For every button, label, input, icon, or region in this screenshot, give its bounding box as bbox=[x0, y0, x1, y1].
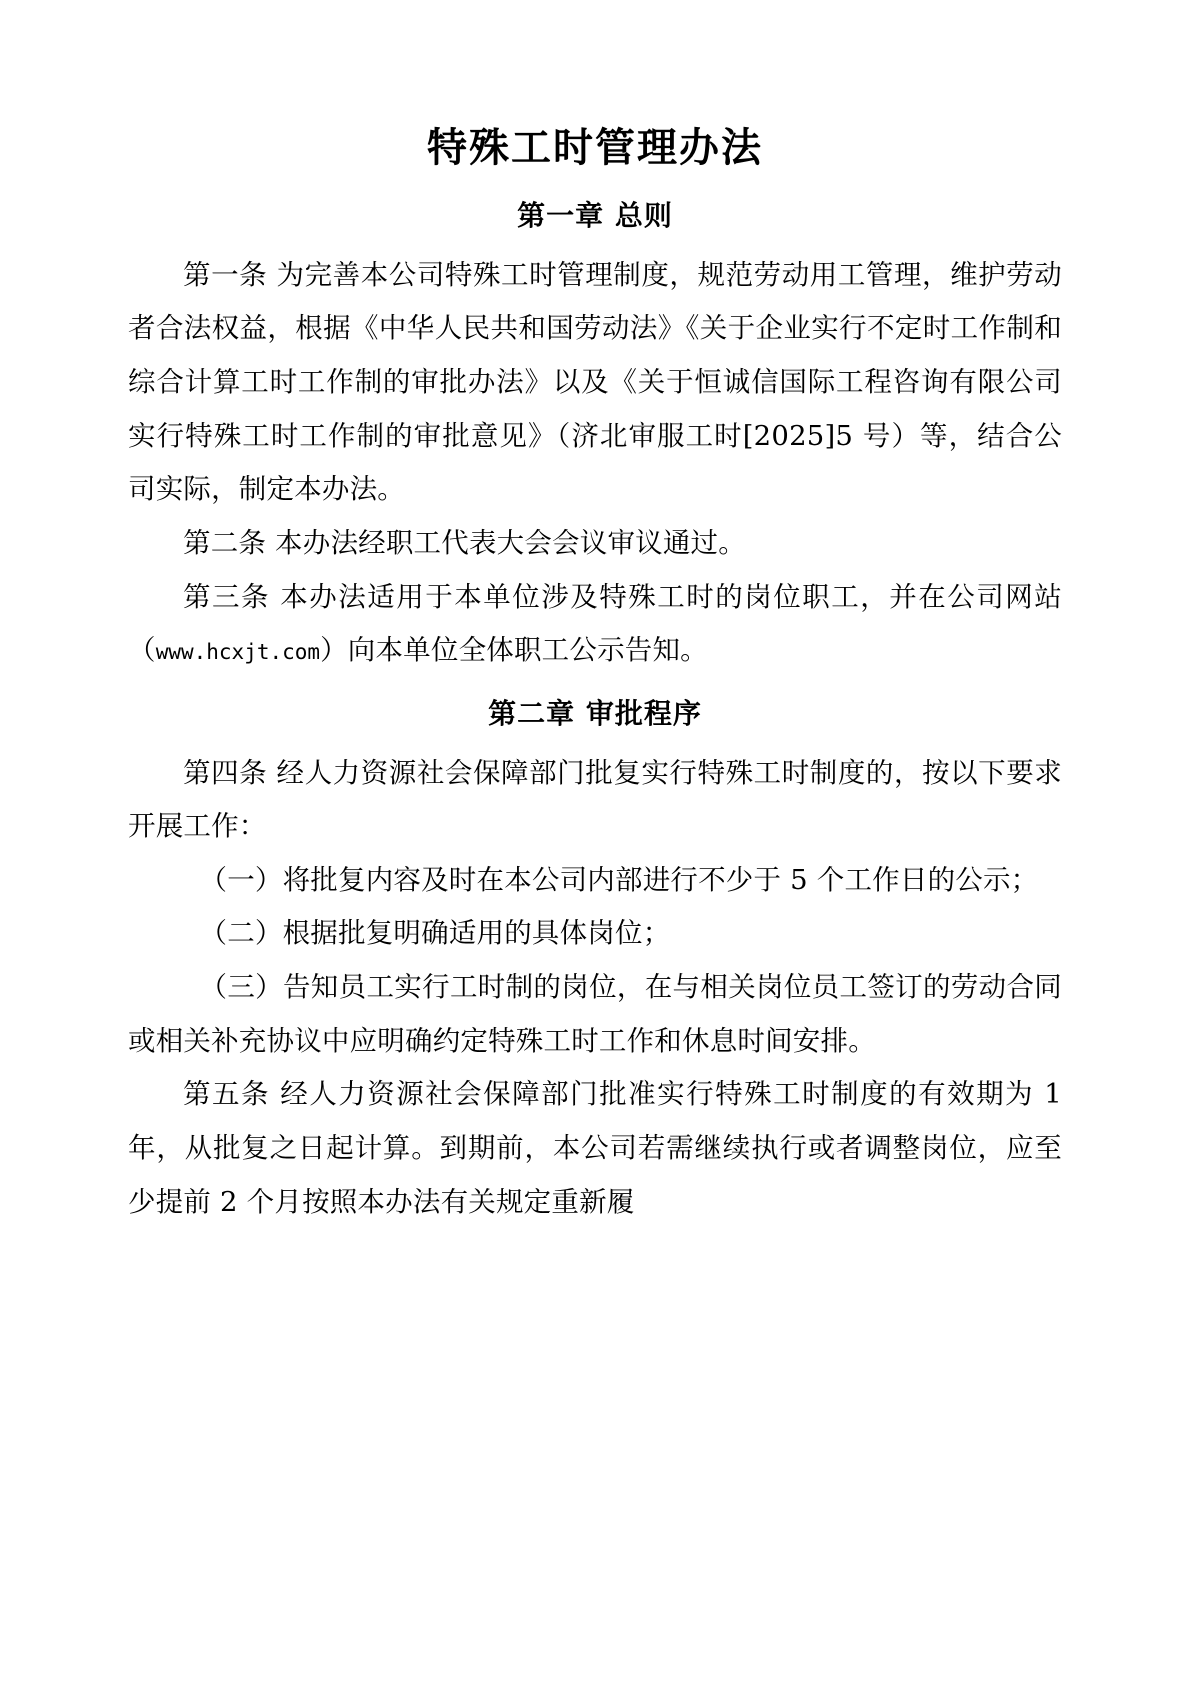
article-5-paragraph: 第五条 经人力资源社会保障部门批准实行特殊工时制度的有效期为 1 年，从批复之日起计算。到期前，本公司若需继续执行或者调整岗位，应至少提前 2 个月按照本办法有关规定重新履 bbox=[128, 1078, 1062, 1218]
article-2-paragraph: 第二条 本办法经职工代表大会会议审议通过。 bbox=[183, 526, 746, 559]
article-4-item-2: （二）根据批复明确适用的具体岗位； bbox=[199, 917, 671, 950]
chapter-heading-two: 第二章 审批程序 bbox=[488, 696, 702, 730]
article-3-text-after: ）向本单位全体职工公示告知。 bbox=[320, 634, 708, 667]
article-3-paragraph bbox=[128, 571, 1062, 678]
article-3-text-before: 第三条 本办法适用于本单位涉及特殊工时的岗位职工，并在公司网站（ bbox=[128, 580, 1062, 667]
chapter-heading-one: 第一章 总则 bbox=[517, 199, 673, 232]
article-4-item-3: （三）告知员工实行工时制的岗位，在与相关岗位员工签订的劳动合同或相关补充协议中应明确约定特殊工时工作和休息时间安排。 bbox=[128, 971, 1062, 1057]
article-4-item-1: （一）将批复内容及时在本公司内部进行不少于 5 个工作日的公示； bbox=[199, 863, 1039, 896]
article-1-paragraph: 第一条 为完善本公司特殊工时管理制度，规范劳动用工管理，维护劳动者合法权益，根据《中华人民共和国劳动法》《关于企业实行不定时工作制和综合计算工时工作制的审批办法》以及《关于恒诚信国际工程咨询有限公司实行特殊工时工作制的审批意见》（济北审服工时[2025]5 号）等，结合公司实际，制定本办法。 bbox=[128, 258, 1062, 506]
page-title: 特殊工时管理办法 bbox=[427, 124, 763, 171]
company-website-url: www.hcxjt.com bbox=[155, 640, 321, 665]
article-4-paragraph: 第四条 经人力资源社会保障部门批复实行特殊工时制度的，按以下要求开展工作： bbox=[128, 756, 1062, 843]
